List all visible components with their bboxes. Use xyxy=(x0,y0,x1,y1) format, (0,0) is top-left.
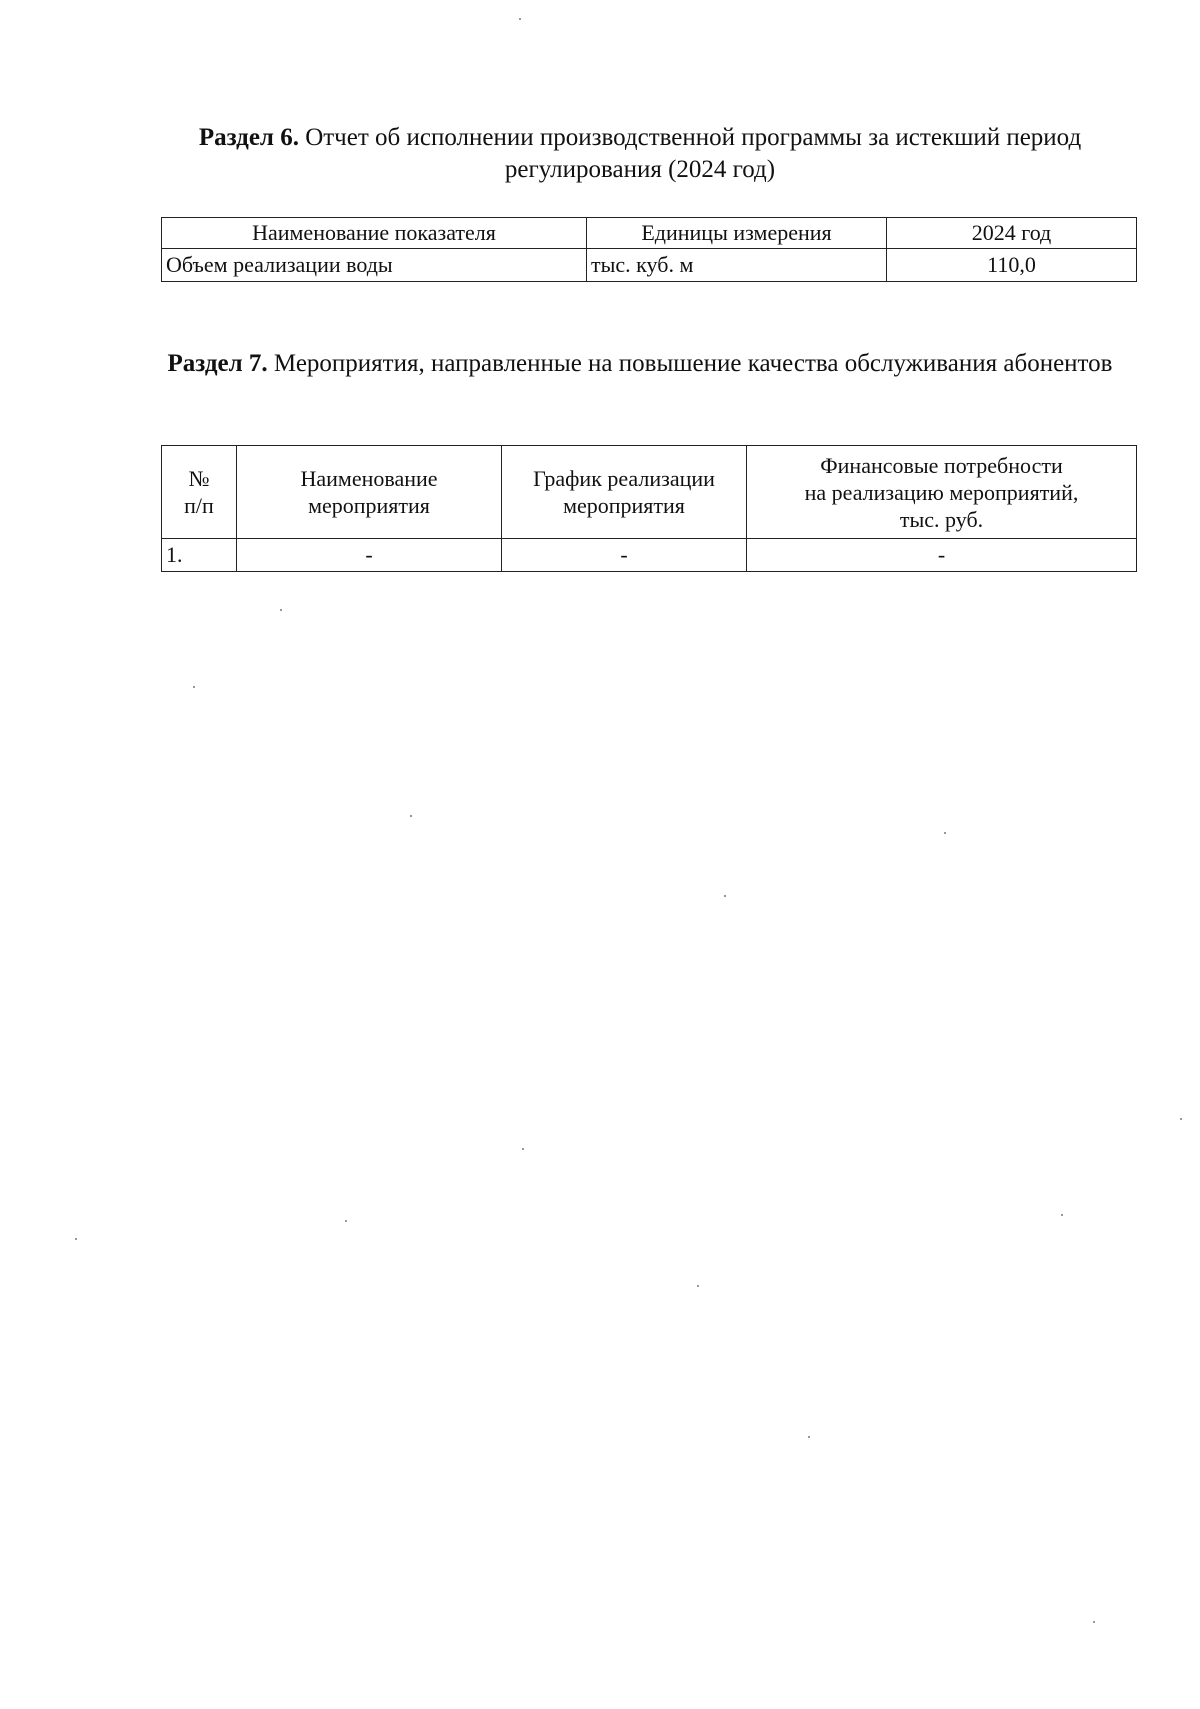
section-6-label: Раздел 6. xyxy=(198,124,299,151)
scan-speck xyxy=(519,18,521,20)
scan-speck xyxy=(808,1436,810,1438)
cell-indicator-name: Объем реализации воды xyxy=(162,249,587,282)
scan-speck xyxy=(345,1220,347,1222)
scan-speck xyxy=(522,1148,524,1150)
header-number: № п/п xyxy=(162,446,237,539)
header-financial-needs: Финансовые потребности на реализацию мероприятий, тыс. руб. xyxy=(747,446,1137,539)
cell-financial-needs: - xyxy=(747,539,1137,572)
cell-number: 1. xyxy=(162,539,237,572)
scan-speck xyxy=(944,832,946,834)
scan-speck xyxy=(697,1285,699,1287)
header-year: 2024 год xyxy=(887,218,1137,249)
scan-speck xyxy=(1093,1621,1095,1623)
section-7-label: Раздел 7. xyxy=(167,350,268,377)
header-units: Единицы измерения xyxy=(587,218,887,249)
cell-schedule: - xyxy=(502,539,747,572)
cell-units: тыс. куб. м xyxy=(587,249,887,282)
scan-speck xyxy=(1180,1118,1182,1120)
cell-value: 110,0 xyxy=(887,249,1137,282)
header-indicator-name: Наименование показателя xyxy=(162,218,587,249)
table-header-row xyxy=(162,218,1137,249)
scan-speck xyxy=(75,1238,77,1240)
scan-speck xyxy=(410,815,412,817)
table-header-row xyxy=(162,446,1137,539)
header-measure-name: Наименование мероприятия xyxy=(237,446,502,539)
scan-speck xyxy=(724,895,726,897)
section-7-heading: Мероприятия, направленные на повышение качества обслуживания абонентов xyxy=(267,350,1113,377)
header-schedule: График реализации мероприятия xyxy=(502,446,747,539)
production-report-table xyxy=(161,217,1137,282)
cell-measure-name: - xyxy=(237,539,502,572)
table-row xyxy=(162,249,1137,282)
section-7-title xyxy=(150,348,1130,380)
section-6-heading: Отчет об исполнении производственной программы за истекший период регулирования (2024 год) xyxy=(298,124,1082,183)
scan-speck xyxy=(280,609,282,611)
table-row xyxy=(162,539,1137,572)
service-quality-measures-table xyxy=(161,445,1137,572)
section-6-title xyxy=(150,122,1130,186)
scan-speck xyxy=(193,686,195,688)
scan-speck xyxy=(1061,1214,1063,1216)
